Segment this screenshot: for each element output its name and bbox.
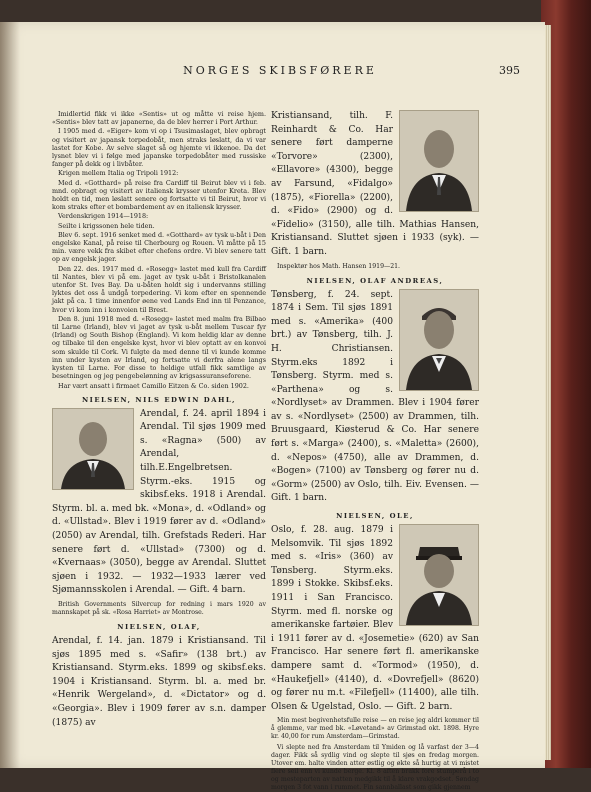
page-header [40, 64, 520, 82]
paragraph: Har vært ansatt i firmaet Camillo Eitzen & Co. siden 1902. [58, 381, 249, 390]
entry-text: Kristiansand, tilh. F. Reinhardt & Co. Har senere ført damperne «Torvore» (2300), «Ellavore» (4300), begge av Farsund, «Fidalgo» (1875), «Fiorella» (2200), d. «Fido» (2900) og d. «Fidelio» (3150), alle tilh. Mathias Hansen, Kristiansand. Sluttet sjøen i 1933 (syk). — Gift. 1 barn. [271, 111, 479, 257]
biography-entry [271, 512, 479, 792]
paragraph: Seilte i krigssonen hele tiden. [58, 221, 155, 230]
left-column [52, 110, 266, 730]
biography-entry [271, 110, 479, 271]
portrait-photo [399, 289, 479, 391]
portrait-photo [399, 110, 479, 212]
book-page [0, 22, 545, 792]
paragraph: Krigen mellem Italia og Tripoli 1912: [58, 169, 179, 178]
paragraph: Imidlertid fikk vi ikke «Sentis» ut og måtte vi reise hjem. «Sentis» blev tatt av japanerne, da de blev herrer i Port Arthur. [52, 110, 266, 127]
paragraph: Blev 6. sept. 1916 senket med d. «Gotthard» av tysk u-båt i Den engelske Kanal, på reise til Cherbourg og Rouen. Vi måtte på 15 min. være vekk fra skibet efter chefens ordre. Vi blev senere tatt op av engelsk jager. [52, 230, 266, 264]
running-title: NORGES SKIBSFØRERE [183, 64, 377, 77]
page-number: 395 [499, 64, 520, 77]
portrait-photo [52, 408, 134, 490]
biography-entry [52, 623, 266, 730]
entry-note: British Governments Silvercup for redning i mars 1920 av mannskapet på sk. «Rosa Harriet» av Montrose. [52, 601, 266, 617]
right-column [271, 110, 479, 792]
entry-name: NIELSEN, OLAF ANDREAS, [306, 276, 444, 285]
paragraph: Den 8. juni 1918 med d. «Rosegg» lastet med malm fra Bilbao til Larne (Irland), blev vi jaget av tysk u-båt mellem Tuscar fyr (Irland) og South Bishop (England). Vi kom heldig klar av denne og tilbake til den engelske kyst, hvor vi blev optatt av en konvoi som skulde til Cork. Vi fulgte da med denne til vi kunde komme inn under kysten av Irland, og fortsatte vi derfra alene langs kysten til Larne. For disse to heldige utfall fikk samtlige av besetningen og jeg pengebelønning av krigsassuranseforene. [52, 314, 266, 381]
entry-text: Arendal, f. 24. april 1894 i Arendal. Til sjøs 1909 med s. «Ragna» (500) av Arendal, tilh.E.Engelbretsen. Styrm.-eks. 1915 og skibsf.eks. 1918 i Arendal. Styrm. bl. a. med bk. «Mona», d. «Odland» og d. «Ullstad». Blev i 1919 fører av d. «Odland» (2050) av Arendal, tilh. Grefstads Rederi. Har senere ført d. «Ullstad» (7300) og d. «Kvernaas» (3050), begge av Arendal. Sluttet sjøen i 1932. — 1932—1933 lærer ved Sjømannsskolen i Arendal. — Gift. 4 barn. [52, 408, 266, 596]
entry-name: NIELSEN, OLAF, [117, 623, 201, 632]
entry-note: Vi slepte ned fra Amsterdam til Ymiden og lå varfast der 3—4 dager. Fikk så sydlig vind og slepte til sjøs en fredag morgen. Utover em. halte vinden atter østlig og økte så hurtig at vi mistet flere seil enn vi kunde berge. Kl. 8 aften brakk fore stumperå i to og mesteparten av natten medgikk til å klare vrakgodset. Søndag morgen 3 fot vann i rummet. Fin sannballast som gikk gjennem [271, 744, 479, 792]
entry-note: Min mest begivenhetsfulle reise — en reise jeg aldri kommer til å glemme, var med bk. «Løvetand» av Grimstad okt. 1898. Hyre kr. 40,00 for rum Amsterdam—Grimstad. [271, 717, 479, 741]
page-gutter-shadow [0, 22, 20, 768]
entry-name: NIELSEN, OLE, [336, 512, 414, 521]
entry-text: Tønsberg, f. 24. sept. 1874 i Sem. Til sjøs 1891 med s. «Amerika» (400 brt.) av Tønsberg, tilh. J. H. Christiansen. Styrm.eks 1892 i Tønsberg. Styrm. med s. «Parthena» og s. «Nordlyset» av Drammen. Blev i 1904 fører av s. «Nordlyset» (2500) av Drammen, tilh. Bruusgaard, Kiøsterud & Co. Har senere ført s. «Marga» (2400), s. «Maletta» (2600), d. «Nepos» (4750), alle av Drammen, d. «Bogen» (7100) av Tønsberg og fører nu d. «Gorm» (2500) av Oslo, tilh. Eiv. Evensen. — Gift. 1 barn. [271, 289, 479, 504]
entry-text: Oslo, f. 28. aug. 1879 i Melsomvik. Til sjøs 1892 med s. «Iris» (360) av Tønsberg. Styrm.eks. 1899 i Stokke. Skibsf.eks. 1911 i San Francisco. Styrm. med fl. norske og amerikanske fartøier. Blev i 1911 fører av d. «Josemetie» (620) av San Francisco. Har senere ført fl. amerikanske dampere samt d. «Tormod» (1950), d. «Haukefjell» (4140), d. «Dovrefjell» (8620) og fører nu m.t. «Filefjell» (11400), alle tilh. Olsen & Ugelstad, Oslo. — Gift. 2 barn. [271, 525, 479, 712]
paragraph: I 1905 med d. «Eiger» kom vi op i Tsusimaslaget, blev opbragt og visitert av japansk torpedobåt, men straks løslatt, da vi var lastet for Kobe. Av selve slaget så og hjemte vi ikkenoe. Da det lysnet blev vi i følge med japanske torpedobåter med russiske fanger på dekk og i livbåter. [52, 127, 266, 169]
entry-note: Inspektør hos Math. Hansen 1919—21. [277, 262, 401, 270]
biography-entry [52, 396, 266, 617]
paragraph: Med d. «Gotthard» på reise fra Cardiff til Beirut blev vi i feb. mnd. opbragt og visitert av italiensk krysser utenfor Kreta. Blev holdt en tid, men løslatt senere og fortsatte vi til Beirut, hvor vi kom straks efter et bombardement av en italiensk krysser. [52, 178, 266, 212]
paragraph: Den 22. des. 1917 med d. «Rosegg» lastet med kull fra Cardiff til Nantes, blev vi på em. jaget av tysk u-båt i Bristolkanalen utenfor St. Ives Bay. Da u-båten holdt sig i undervanns stilling lyktes det oss å undgå torpedering. Vi kom efter en spennende jakt på ca. 1 time innenfor øene ved Lands End inn til Penzance, hvor vi kom inn i konvoien til Brest. [52, 264, 266, 314]
entry-text: Arendal, f. 14. jan. 1879 i Kristiansand. Til sjøs 1895 med s. «Safir» (138 brt.) av Kristiansand. Styrm.eks. 1899 og skibsf.eks. 1904 i Kristiansand. Styrm. bl. a. med br. «Henrik Wergeland», d. «Dictator» og d. «Georgia». Blev i 1909 fører av s.n. damper (1875) av [52, 636, 266, 728]
paragraph: Verdenskrigen 1914—1918: [58, 212, 149, 221]
portrait-photo [399, 524, 479, 626]
entry-name: NIELSEN, NILS EDWIN DAHL, [81, 395, 237, 404]
biography-entry [271, 277, 479, 507]
